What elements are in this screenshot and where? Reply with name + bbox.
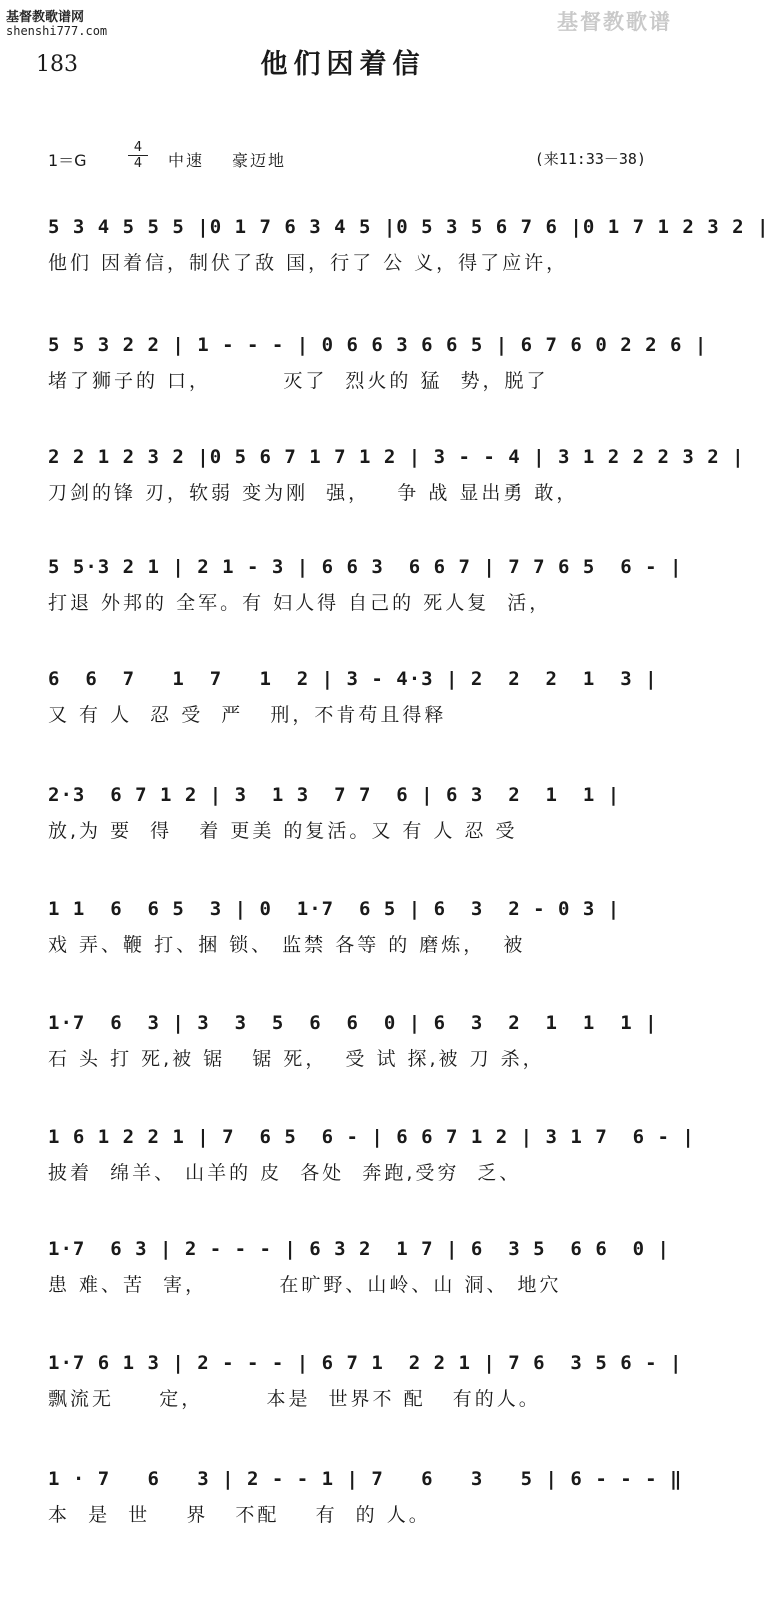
- score-system-5: [48, 666, 658, 730]
- watermark: 基督教歌谱: [557, 9, 672, 34]
- notes-line: 5 5 3 2 2 | 1 - - - | 0 6 6 3 6 6 5 | 6 7 6 0 2 2 6 |: [48, 334, 708, 356]
- notes-line: 2·3 6 7 1 2 | 3 1 3 7 7 6 | 6 3 2 1 1 |: [48, 784, 621, 806]
- lyrics-line: 披着 绵羊、 山羊的 皮 各处 奔跑,受穷 乏、: [48, 1162, 522, 1184]
- score-system-6: [48, 782, 648, 846]
- score-system-2: [48, 332, 708, 396]
- score-system-7: [48, 896, 648, 960]
- scripture-reference: (来11:33－38): [534, 150, 646, 168]
- lyrics-line: 又 有 人 忍 受 严 刑，不肯苟且得释: [48, 704, 447, 726]
- site-url: shenshi777.com: [6, 24, 108, 38]
- hymn-number: 183: [36, 52, 78, 77]
- lyrics-line: 本 是 世 界 不配 有 的 人。: [48, 1504, 431, 1526]
- score-system-3: [48, 444, 745, 508]
- lyrics-line: 石 头 打 死,被 锯 锯 死， 受 试 探,被 刀 杀，: [48, 1048, 545, 1070]
- score-system-4: [48, 554, 683, 618]
- score-system-10: [48, 1236, 670, 1300]
- page-title: 他们因着信: [260, 49, 426, 80]
- score-system-11: [48, 1350, 683, 1414]
- time-signature-top: 4: [128, 140, 148, 156]
- notes-line: 1·7 6 1 3 | 2 - - - | 6 7 1 2 2 1 | 7 6 3 5 6 - |: [48, 1352, 683, 1374]
- notes-line: 5 5·3 2 1 | 2 1 - 3 | 6 6 3 6 6 7 | 7 7 6 5 6 - |: [48, 556, 683, 578]
- score-system-9: [48, 1124, 695, 1188]
- notes-line: 5 3 4 5 5 5 |0 1 7 6 3 4 5 |0 5 3 5 6 7 6 |0 1 7 1 2 3 2 |: [48, 216, 769, 238]
- notes-line: 2 2 1 2 3 2 |0 5 6 7 1 7 1 2 | 3 - - 4 | 3 1 2 2 2 3 2 |: [48, 446, 745, 468]
- lyrics-line: 飘流无 定， 本是 世界不 配 有的人。: [48, 1388, 541, 1410]
- lyrics-line: 堵了狮子的 口， 灭了 烈火的 猛 势，脱了: [48, 370, 549, 392]
- lyrics-line: 刀剑的锋 刃，软弱 变为刚 强， 争 战 显出勇 敢，: [48, 482, 579, 504]
- style-marking: 豪迈地: [232, 151, 287, 170]
- notes-line: 1 6 1 2 2 1 | 7 6 5 6 - | 6 6 7 1 2 | 3 1 7 6 - |: [48, 1126, 695, 1148]
- notes-line: 1 · 7 6 3 | 2 - - 1 | 7 6 3 5 | 6 - - - ‖: [48, 1468, 683, 1490]
- tempo-marking: 中速: [168, 151, 205, 170]
- lyrics-line: 他们 因着信，制伏了敌 国，行了 公 义，得了应许，: [48, 252, 569, 274]
- lyrics-line: 打退 外邦的 全军。有 妇人得 自己的 死人复 活，: [48, 592, 552, 614]
- score-system-1: [48, 214, 769, 278]
- notes-line: 1·7 6 3 | 3 3 5 6 6 0 | 6 3 2 1 1 1 |: [48, 1012, 658, 1034]
- notes-line: 1 1 6 6 5 3 | 0 1·7 6 5 | 6 3 2 - 0 3 |: [48, 898, 621, 920]
- time-signature-bottom: 4: [133, 156, 143, 171]
- score-system-8: [48, 1010, 658, 1074]
- notes-line: 1·7 6 3 | 2 - - - | 6 3 2 1 7 | 6 3 5 6 6 0 |: [48, 1238, 670, 1260]
- time-signature: [128, 140, 148, 171]
- site-name: 基督教歌谱网: [6, 10, 85, 25]
- lyrics-line: 戏 弄、鞭 打、捆 锁、 监禁 各等 的 磨炼， 被: [48, 934, 526, 956]
- lyrics-line: 放,为 要 得 着 更美 的复活。又 有 人 忍 受: [48, 820, 518, 842]
- key-signature: 1＝G: [48, 151, 87, 170]
- notes-line: 6 6 7 1 7 1 2 | 3 - 4·3 | 2 2 2 1 3 |: [48, 668, 658, 690]
- lyrics-line: 患 难、苦 害， 在旷野、山岭、山 洞、 地穴: [48, 1274, 562, 1296]
- score-system-12: [48, 1466, 683, 1530]
